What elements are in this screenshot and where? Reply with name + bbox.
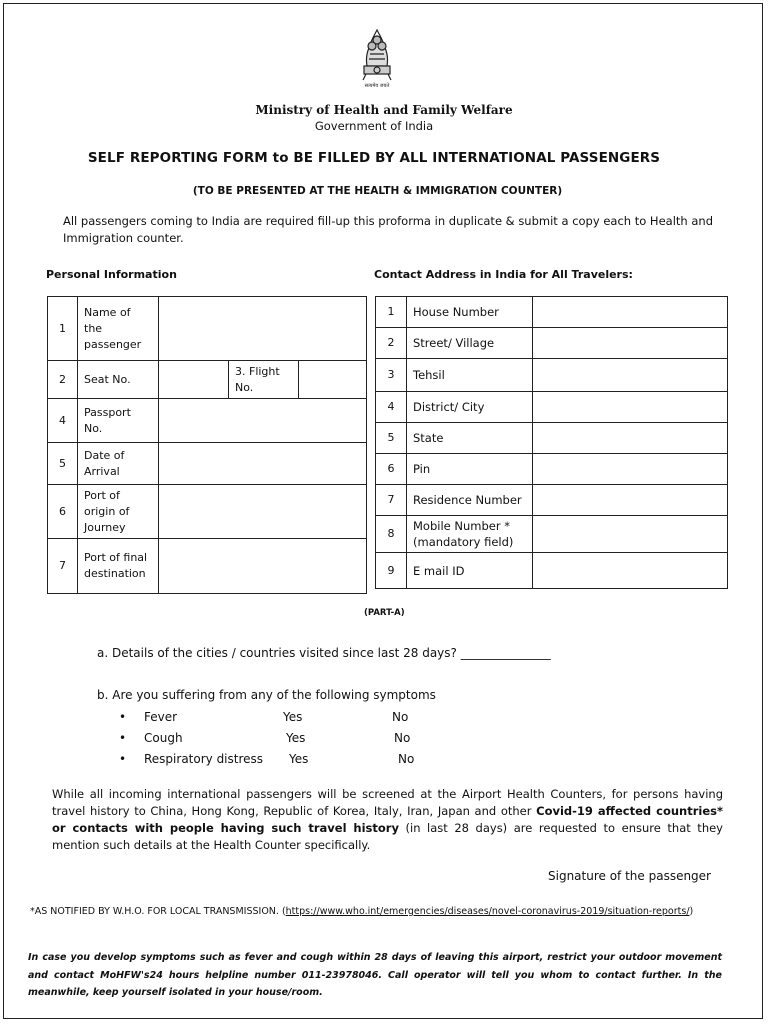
house-number-field[interactable] <box>533 297 728 328</box>
row-number: 6 <box>48 485 78 539</box>
final-destination-field[interactable] <box>159 539 367 594</box>
table-row <box>376 328 728 359</box>
symptom-respiratory-no[interactable]: No <box>398 752 415 766</box>
paragraph-text: (in last 28 days) are requested to ensure that they mention such details at the Health Counter specifically. <box>52 821 723 852</box>
symptom-fever: Fever <box>144 710 178 724</box>
row-number: 5 <box>48 443 78 485</box>
row-number: 7 <box>376 485 407 516</box>
state-field[interactable] <box>533 423 728 454</box>
government-name: Government of India <box>314 119 434 133</box>
personal-info-heading: Personal Information <box>46 268 177 281</box>
email-field[interactable] <box>533 553 728 589</box>
national-emblem-icon <box>355 26 399 90</box>
row-number: 3 <box>376 359 407 392</box>
row-number: 8 <box>376 516 407 553</box>
table-row <box>376 516 728 553</box>
symptom-fever-yes[interactable]: Yes <box>283 710 303 724</box>
table-row <box>376 392 728 423</box>
table-row <box>376 553 728 589</box>
field-label-pin: Pin <box>407 454 533 485</box>
question-symptoms: b. Are you suffering from any of the following symptoms <box>97 688 436 702</box>
field-label-house: House Number <box>407 297 533 328</box>
helpline-warning: In case you develop symptoms such as fever and cough within 28 days of leaving this airport, restrict your outdoor movement and contact MoHFW's24 hours helpline number 011-23978046. Call operator will tell you whom to contact further. In the meanwhile, keep yourself isolated in your house/room. <box>28 952 722 998</box>
bullet-icon: • <box>119 710 127 724</box>
ministry-name: Ministry of Health and Family Welfare <box>255 103 513 117</box>
question-cities-visited: a. Details of the cities / countries visited since last 28 days? _______________ <box>97 646 551 660</box>
table-row <box>376 485 728 516</box>
who-footnote <box>30 904 722 920</box>
field-label-final-destination: Port of final destination <box>78 539 159 594</box>
bullet-icon: • <box>119 731 127 745</box>
mobile-number-field[interactable] <box>533 516 728 553</box>
field-label-name: Name of the passenger <box>78 297 159 361</box>
paragraph-text: While all incoming international passengers will be screened at the Airport Health Counters, for persons having travel history to China, Hong Kong, Republic of Korea, Italy, Iran, Japan and other <box>52 787 723 818</box>
street-village-field[interactable] <box>533 328 728 359</box>
field-label-flight: 3. Flight No. <box>229 361 299 399</box>
personal-info-table <box>47 296 367 594</box>
row-number: 6 <box>376 454 407 485</box>
symptom-fever-no[interactable]: No <box>392 710 409 724</box>
field-label-street: Street/ Village <box>407 328 533 359</box>
seat-number-field[interactable] <box>159 361 229 399</box>
intro-text: All passengers coming to India are required fill-up this proforma in duplicate & submit a copy each to Health and Immigration counter. <box>63 214 713 245</box>
row-number: 7 <box>48 539 78 594</box>
form-subtitle: (TO BE PRESENTED AT THE HEALTH & IMMIGRATION COUNTER) <box>192 185 563 197</box>
symptom-respiratory-yes[interactable]: Yes <box>289 752 309 766</box>
table-row <box>48 297 367 361</box>
field-label-passport: Passport No. <box>78 399 159 443</box>
row-number: 1 <box>48 297 78 361</box>
footnote-text: ) <box>689 906 694 917</box>
arrival-date-field[interactable] <box>159 443 367 485</box>
bullet-icon: • <box>119 752 127 766</box>
form-title: SELF REPORTING FORM to BE FILLED BY ALL INTERNATIONAL PASSENGERS <box>87 150 661 166</box>
row-number: 5 <box>376 423 407 454</box>
symptom-cough: Cough <box>144 731 183 745</box>
who-situation-reports-link[interactable]: https://www.who.int/emergencies/diseases/novel-coronavirus-2019/situation-reports/ <box>285 906 690 917</box>
field-label-arrival-date: Date of Arrival <box>78 443 159 485</box>
table-row <box>376 297 728 328</box>
field-label-seat: Seat No. <box>78 361 159 399</box>
signature-label: Signature of the passenger <box>548 869 711 883</box>
contact-address-table <box>375 296 728 589</box>
origin-port-field[interactable] <box>159 485 367 539</box>
field-label-mobile: Mobile Number * (mandatory field) <box>407 516 533 553</box>
symptom-cough-no[interactable]: No <box>394 731 411 745</box>
screening-paragraph <box>52 786 723 854</box>
field-label-origin-port: Port of origin of Journey <box>78 485 159 539</box>
emblem-caption: सत्यमेव जयते <box>364 83 390 89</box>
passport-number-field[interactable] <box>159 399 367 443</box>
row-number: 2 <box>376 328 407 359</box>
pin-field[interactable] <box>533 454 728 485</box>
passenger-name-field[interactable] <box>159 297 367 361</box>
tehsil-field[interactable] <box>533 359 728 392</box>
field-label-tehsil: Tehsil <box>407 359 533 392</box>
table-row <box>48 443 367 485</box>
field-label-district: District/ City <box>407 392 533 423</box>
row-number: 4 <box>376 392 407 423</box>
table-row <box>376 454 728 485</box>
symptom-respiratory: Respiratory distress <box>144 752 264 766</box>
table-row <box>376 423 728 454</box>
residence-number-field[interactable] <box>533 485 728 516</box>
field-label-residence: Residence Number <box>407 485 533 516</box>
row-number: 1 <box>376 297 407 328</box>
table-row <box>48 539 367 594</box>
paragraph-bold-text: Covid-19 affected countries* or contacts with people having such travel history <box>52 804 723 835</box>
district-city-field[interactable] <box>533 392 728 423</box>
row-number: 2 <box>48 361 78 399</box>
field-label-email: E mail ID <box>407 553 533 589</box>
part-a-label: (PART-A) <box>364 608 405 618</box>
table-row <box>48 399 367 443</box>
flight-number-field[interactable] <box>299 361 367 399</box>
contact-address-heading: Contact Address in India for All Travelers: <box>374 268 633 281</box>
row-number: 9 <box>376 553 407 589</box>
table-row <box>48 361 367 399</box>
symptom-cough-yes[interactable]: Yes <box>286 731 306 745</box>
field-label-state: State <box>407 423 533 454</box>
row-number: 4 <box>48 399 78 443</box>
footnote-text: *AS NOTIFIED BY W.H.O. FOR LOCAL TRANSMISSION. ( <box>30 906 286 917</box>
table-row <box>376 359 728 392</box>
table-row <box>48 485 367 539</box>
